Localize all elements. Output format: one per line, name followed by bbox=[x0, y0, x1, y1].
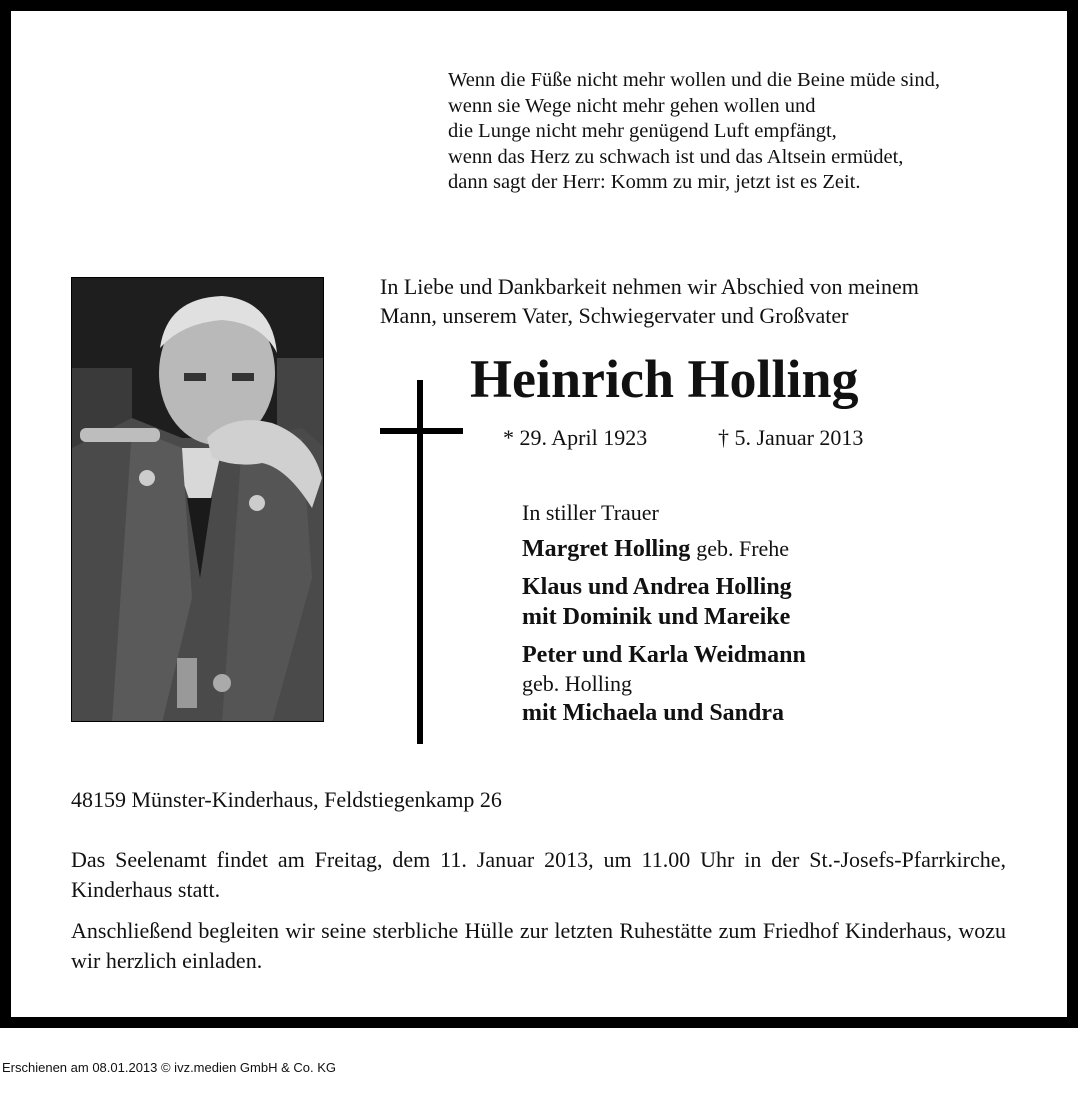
poem bbox=[448, 68, 1048, 196]
intro-line-1: In Liebe und Dankbarkeit nehmen wir Abschied von meinem bbox=[380, 274, 919, 299]
intro-line-2: Mann, unserem Vater, Schwiegervater und Großvater bbox=[380, 303, 849, 328]
family-line: mit Dominik und Mareike bbox=[522, 604, 791, 630]
mourners-intro: In stiller Trauer bbox=[522, 500, 659, 525]
deceased-name: Heinrich Holling bbox=[470, 349, 859, 409]
mourner-group bbox=[522, 640, 1042, 728]
family-line: mit Michaela und Sandra bbox=[522, 700, 785, 726]
birth-date: * 29. April 1923 bbox=[503, 425, 648, 450]
poem-line: die Lunge nicht mehr genügend Luft empfängt, bbox=[448, 120, 837, 143]
mourners-list bbox=[522, 498, 1042, 736]
burial-paragraph: Anschließend begleiten wir seine sterbliche Hülle zur letzten Ruhestätte zum Friedhof Kinderhaus, wozu wir herzlich einladen. bbox=[71, 918, 1006, 973]
widow-maiden-name: geb. Frehe bbox=[696, 536, 790, 561]
farewell-intro bbox=[380, 272, 1040, 330]
poem-line: wenn sie Wege nicht mehr gehen wollen und bbox=[448, 94, 816, 117]
cross-icon bbox=[417, 380, 423, 744]
poem-line: Wenn die Füße nicht mehr wollen und die Beine müde sind, bbox=[448, 69, 940, 91]
poem-line: wenn das Herz zu schwach ist und das Altsein ermüdet, bbox=[448, 145, 904, 168]
address: 48159 Münster-Kinderhaus, Feldstiegenkamp 26 bbox=[71, 787, 502, 812]
portrait-photo bbox=[71, 277, 324, 722]
widow-name: Margret Holling bbox=[522, 536, 691, 562]
cross-icon-bar bbox=[380, 428, 463, 434]
publication-footer: Erschienen am 08.01.2013 © ivz.medien GmbH & Co. KG bbox=[2, 1060, 337, 1075]
family-line: Peter und Karla Weidmann bbox=[522, 642, 806, 668]
mourner-group bbox=[522, 572, 1042, 632]
family-line: Klaus und Andrea Holling bbox=[522, 574, 792, 600]
mourner-group bbox=[522, 534, 1042, 564]
poem-line: dann sagt der Herr: Komm zu mir, jetzt ist es Zeit. bbox=[448, 171, 861, 194]
family-maiden-name: geb. Holling bbox=[522, 671, 632, 696]
service-paragraph: Das Seelenamt findet am Freitag, dem 11. Januar 2013, um 11.00 Uhr in der St.-Josefs-Pfarrkirche, Kinderhaus statt. bbox=[71, 847, 1006, 902]
death-date: † 5. Januar 2013 bbox=[718, 425, 864, 450]
